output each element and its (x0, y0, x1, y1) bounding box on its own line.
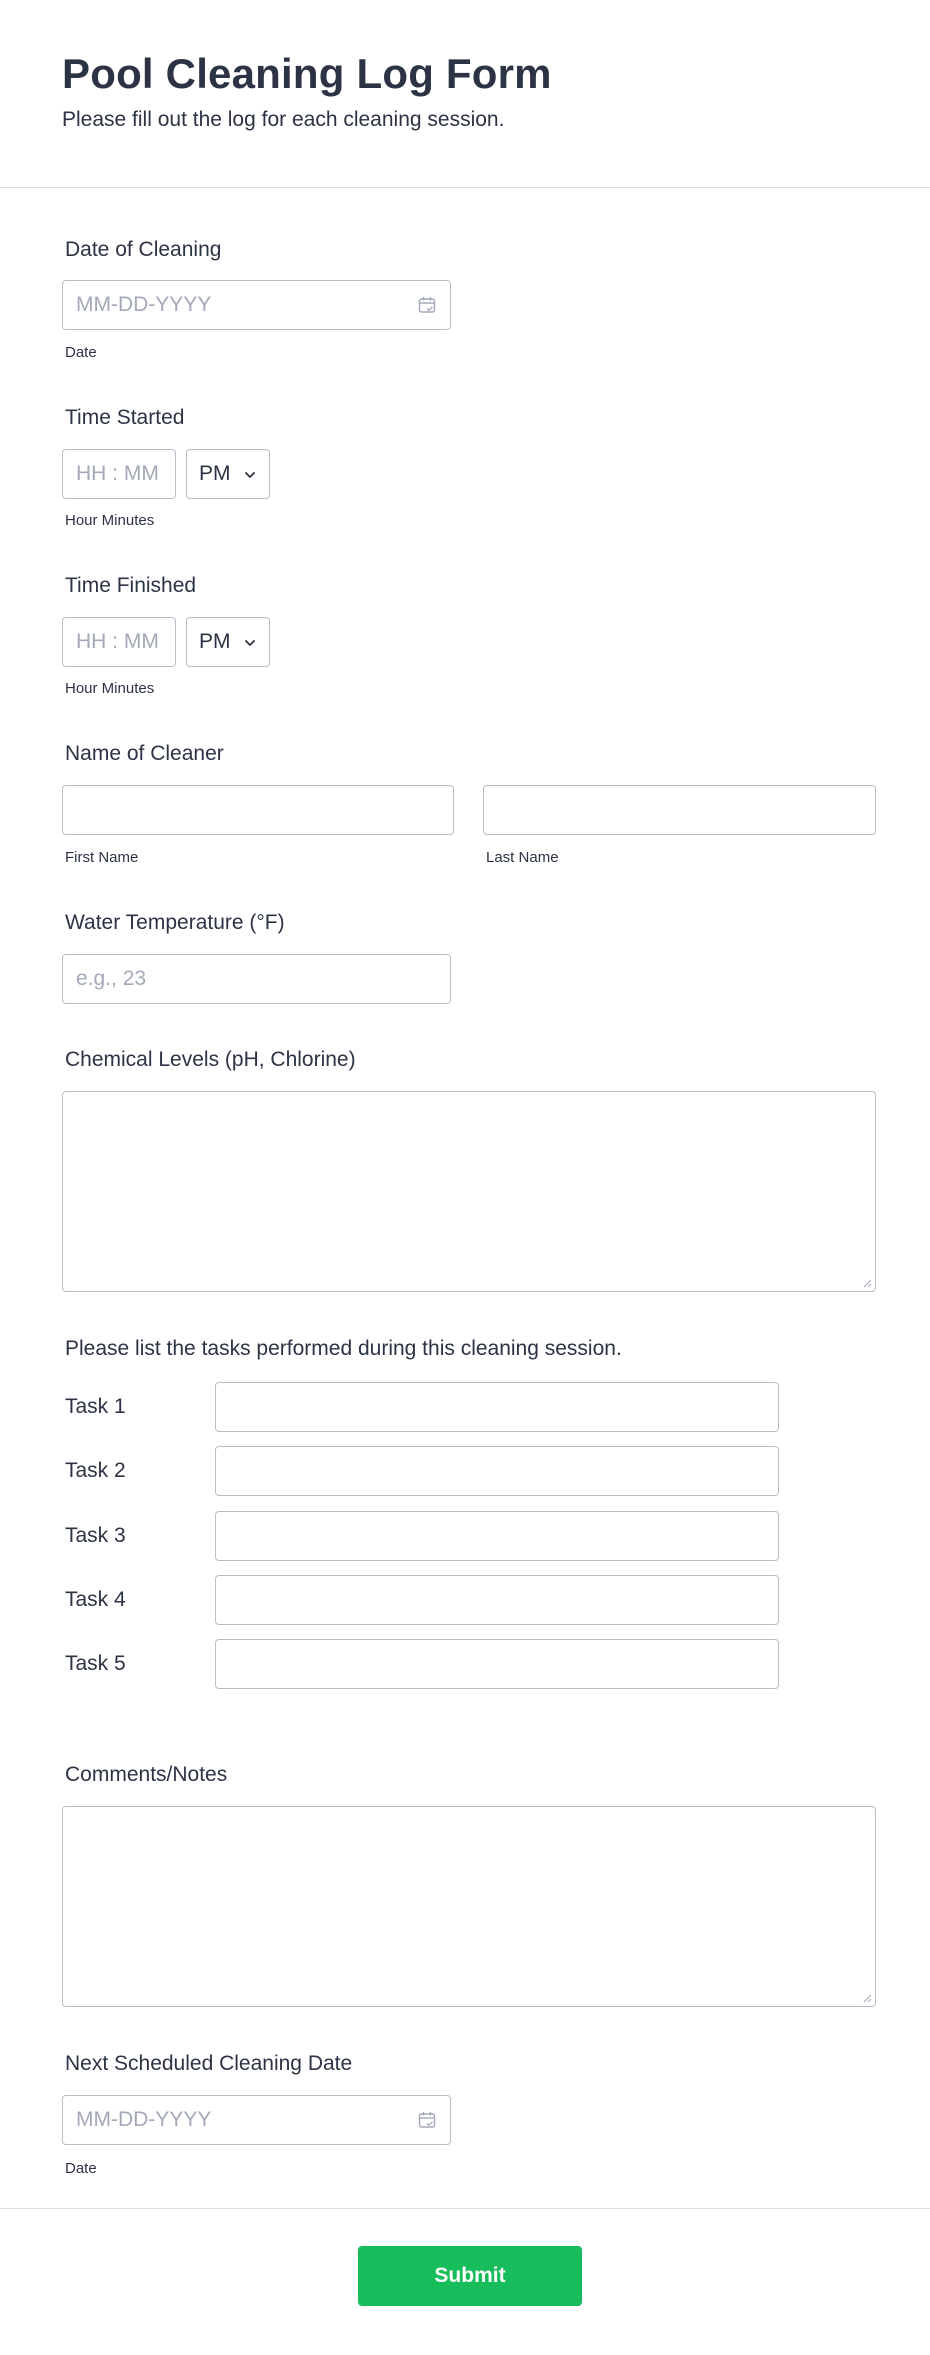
tasks-label: Please list the tasks performed during this cleaning session. (65, 1337, 622, 1360)
date-of-cleaning-label: Date of Cleaning (65, 238, 222, 261)
chevron-down-icon (243, 468, 257, 482)
task-3-input[interactable] (215, 1511, 779, 1561)
time-finished-ampm-select[interactable] (186, 617, 270, 667)
water-temperature-input[interactable] (62, 954, 451, 1004)
form-title: Pool Cleaning Log Form (62, 50, 552, 97)
time-finished-input[interactable] (62, 617, 176, 667)
task-5-label: Task 5 (65, 1652, 126, 1675)
time-started-sublabel: Hour Minutes (65, 512, 155, 529)
time-finished-sublabel: Hour Minutes (65, 680, 155, 697)
time-finished-label: Time Finished (65, 574, 197, 597)
resize-handle-icon[interactable] (862, 1993, 872, 2003)
chevron-down-icon (243, 636, 257, 650)
task-3-label: Task 3 (65, 1524, 126, 1547)
task-1-input[interactable] (215, 1382, 779, 1432)
submit-button[interactable]: Submit (358, 2246, 582, 2306)
next-cleaning-input[interactable] (62, 2095, 451, 2145)
resize-handle-icon[interactable] (862, 1278, 872, 1288)
task-5-input[interactable] (215, 1639, 779, 1689)
water-temperature-placeholder: e.g., 23 (76, 967, 147, 990)
form-subtitle: Please fill out the log for each cleaning session. (62, 108, 505, 131)
chemical-levels-label: Chemical Levels (pH, Chlorine) (65, 1048, 356, 1071)
calendar-icon[interactable] (418, 2111, 436, 2129)
first-name-sublabel: First Name (65, 849, 139, 866)
name-of-cleaner-label: Name of Cleaner (65, 742, 224, 765)
time-started-input[interactable] (62, 449, 176, 499)
next-cleaning-placeholder: MM-DD-YYYY (76, 2108, 212, 2131)
task-1-label: Task 1 (65, 1395, 126, 1418)
chemical-levels-textarea[interactable] (62, 1091, 876, 1292)
task-2-label: Task 2 (65, 1459, 126, 1482)
water-temperature-label: Water Temperature (°F) (65, 911, 285, 934)
task-2-input[interactable] (215, 1446, 779, 1496)
date-of-cleaning-placeholder: MM-DD-YYYY (76, 293, 212, 316)
time-finished-ampm-value: PM (199, 630, 231, 653)
time-started-ampm-value: PM (199, 462, 231, 485)
next-cleaning-label: Next Scheduled Cleaning Date (65, 2052, 353, 2075)
last-name-sublabel: Last Name (486, 849, 559, 866)
footer-divider (0, 2208, 930, 2209)
time-started-ampm-select[interactable] (186, 449, 270, 499)
task-4-label: Task 4 (65, 1588, 126, 1611)
comments-textarea[interactable] (62, 1806, 876, 2007)
first-name-input[interactable] (62, 785, 454, 835)
date-of-cleaning-input[interactable] (62, 280, 451, 330)
date-of-cleaning-sublabel: Date (65, 344, 97, 361)
time-started-placeholder: HH : MM (76, 462, 159, 485)
time-started-label: Time Started (65, 406, 185, 429)
comments-label: Comments/Notes (65, 1763, 228, 1786)
form-header (0, 0, 930, 188)
last-name-input[interactable] (483, 785, 876, 835)
time-finished-placeholder: HH : MM (76, 630, 159, 653)
task-4-input[interactable] (215, 1575, 779, 1625)
next-cleaning-sublabel: Date (65, 2160, 97, 2177)
calendar-icon[interactable] (418, 296, 436, 314)
